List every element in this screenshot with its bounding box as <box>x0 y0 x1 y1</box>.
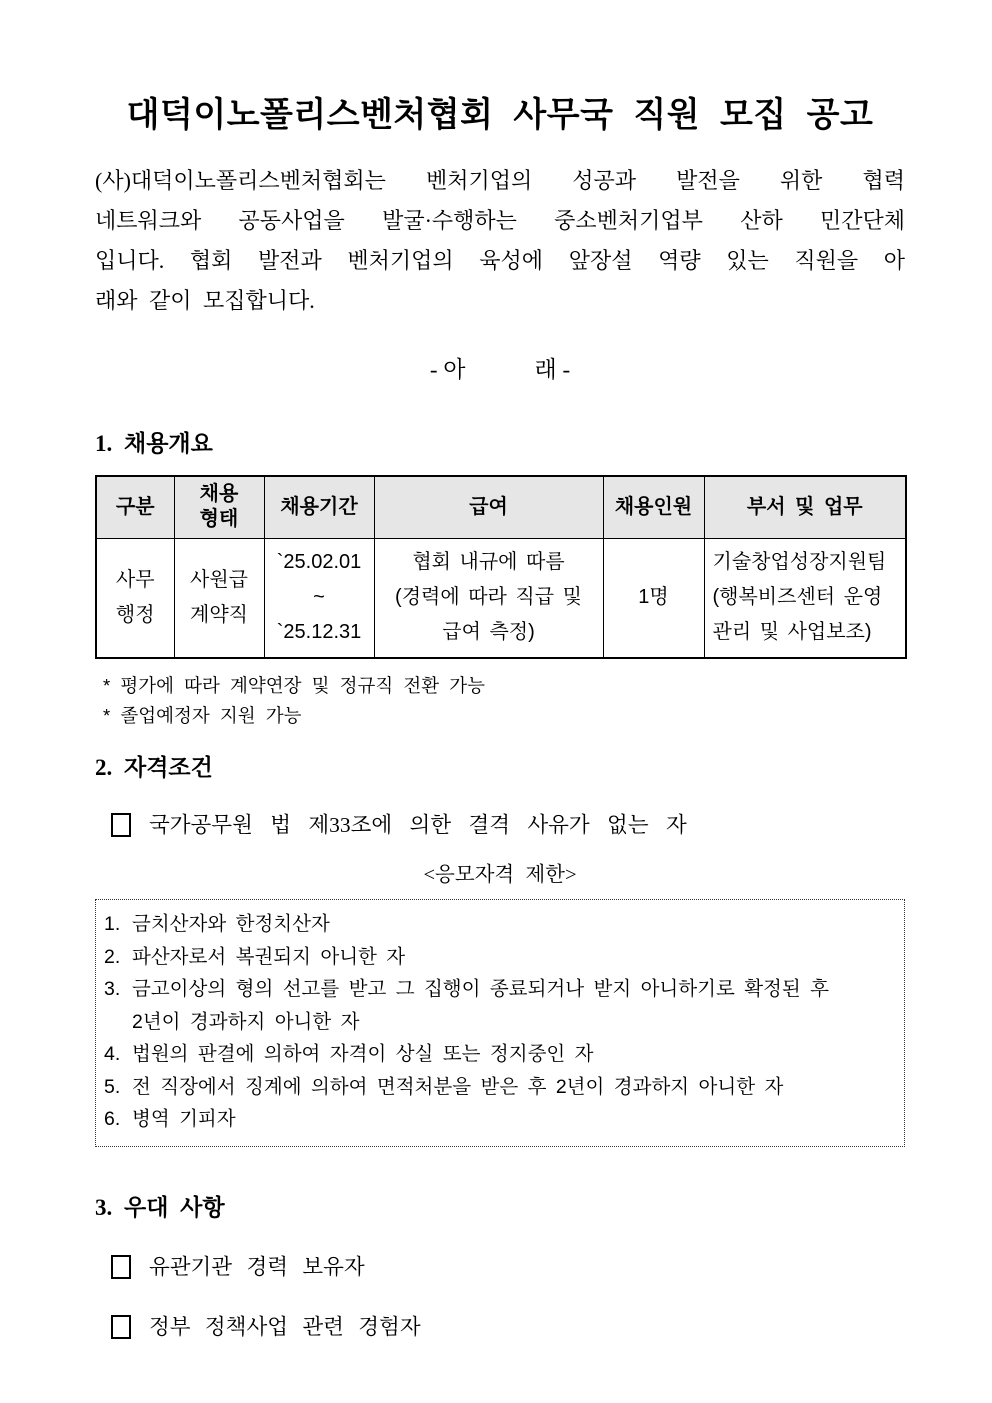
list-item-number: 4. <box>104 1043 121 1065</box>
header-salary: 급여 <box>374 476 603 538</box>
list-item-text-line2: 2년이 경과하지 아니한 자 <box>132 1010 360 1033</box>
checkbox-icon <box>111 813 131 837</box>
intro-line: 입니다. 협회 발전과 벤처기업의 육성에 앞장설 역량 있는 직원을 아 <box>95 248 905 273</box>
preference-item-label: 유관기관 경력 보유자 <box>149 1254 365 1279</box>
cell-period-start: `25.02.01 <box>276 551 362 574</box>
page-title: 대덕이노폴리스벤처협회 사무국 직원 모집 공고 <box>126 96 874 134</box>
intro-line: 래와 같이 모집합니다. <box>95 288 315 313</box>
preference-item <box>95 1311 905 1343</box>
list-item <box>104 973 894 1038</box>
recruitment-table <box>95 475 907 659</box>
cell-salary <box>374 538 603 658</box>
list-item-text: 병역 기피자 <box>132 1108 236 1130</box>
intro-line: 네트워크와 공동사업을 발굴·수행하는 중소벤처기업부 산하 민간단체 <box>95 208 905 233</box>
list-item-text: 전 직장에서 징계에 의하여 면적처분을 받은 후 2년이 경과하지 아니한 자 <box>132 1075 784 1098</box>
qualification-item-label: 국가공무원 법 제33조에 의한 결격 사유가 없는 자 <box>149 813 687 837</box>
list-item <box>104 1103 894 1136</box>
header-emp-type <box>174 476 264 538</box>
header-emp-type-line1: 채용 <box>199 483 239 506</box>
list-item <box>104 1071 894 1104</box>
footnote-line: * 졸업예정자 지원 가능 <box>103 705 302 726</box>
cell-period <box>264 538 374 658</box>
cell-salary-line1: 협회 내규에 따름 <box>412 551 565 574</box>
cell-period-tilde: ~ <box>313 586 325 609</box>
intro-paragraph <box>95 161 905 321</box>
header-category: 구분 <box>96 476 174 538</box>
cell-salary-line2: (경력에 따라 직급 및 <box>395 586 582 609</box>
cell-category-line1: 사무 <box>115 568 155 591</box>
cell-dept-line1: 기술창업성장지원팀 <box>712 551 887 574</box>
checkbox-icon <box>111 1315 131 1339</box>
intro-line: (사)대덕이노폴리스벤처협회는 벤처기업의 성공과 발전을 위한 협력 <box>95 168 905 193</box>
header-dept: 부서 및 업무 <box>704 476 906 538</box>
cell-dept-line3: 관리 및 사업보조) <box>712 621 872 644</box>
cell-emp-type-line1: 사원급 <box>190 568 248 591</box>
section-heading-preference: 3. 우대 사항 <box>95 1194 225 1220</box>
table-header-row <box>96 476 906 538</box>
table-row <box>96 538 906 658</box>
list-item <box>104 941 894 974</box>
list-item-number: 6. <box>104 1108 121 1130</box>
cell-category <box>96 538 174 658</box>
header-headcount: 채용인원 <box>603 476 704 538</box>
list-item <box>104 1038 894 1071</box>
list-item-text: 법원의 판결에 의하여 자격이 상실 또는 정지중인 자 <box>132 1043 594 1065</box>
cell-headcount: 1명 <box>603 538 704 658</box>
list-item-text-line1: 금고이상의 형의 선고를 받고 그 집행이 종료되거나 받지 아니하기로 확정된 후 <box>132 978 829 1000</box>
cell-dept <box>704 538 906 658</box>
list-item-number: 3. <box>104 978 121 1000</box>
checkbox-icon <box>111 1255 131 1279</box>
list-item-text <box>132 973 894 1038</box>
preference-item <box>95 1251 905 1283</box>
header-period: 채용기간 <box>264 476 374 538</box>
cell-salary-line3: 급여 측정) <box>442 621 535 644</box>
table-footnotes <box>95 671 905 731</box>
footnote-line: * 평가에 따라 계약연장 및 정규직 전환 가능 <box>103 675 485 696</box>
list-item-number: 1. <box>104 913 121 935</box>
header-emp-type-line2: 형태 <box>199 508 239 531</box>
section-heading-recruit-overview: 1. 채용개요 <box>95 431 213 456</box>
preference-item-label: 정부 정책사업 관련 경험자 <box>149 1314 421 1339</box>
restriction-box-title: <응모자격 제한> <box>423 864 577 886</box>
cell-emp-type <box>174 538 264 658</box>
section-heading-qualification: 2. 자격조건 <box>95 755 213 780</box>
list-item-number: 5. <box>104 1075 121 1098</box>
list-item-number: 2. <box>104 945 121 968</box>
list-item <box>104 908 894 941</box>
below-divider-label: - 아 래 - <box>429 357 571 382</box>
list-item-text: 파산자로서 복권되지 아니한 자 <box>132 945 406 968</box>
cell-emp-type-line2: 계약직 <box>190 603 248 626</box>
qualification-item <box>95 809 905 841</box>
cell-dept-line2: (행복비즈센터 운영 <box>712 586 883 609</box>
list-item-text: 금치산자와 한정치산자 <box>132 913 330 935</box>
restriction-box <box>95 899 905 1147</box>
cell-period-end: `25.12.31 <box>276 621 362 644</box>
cell-category-line2: 행정 <box>115 603 155 626</box>
